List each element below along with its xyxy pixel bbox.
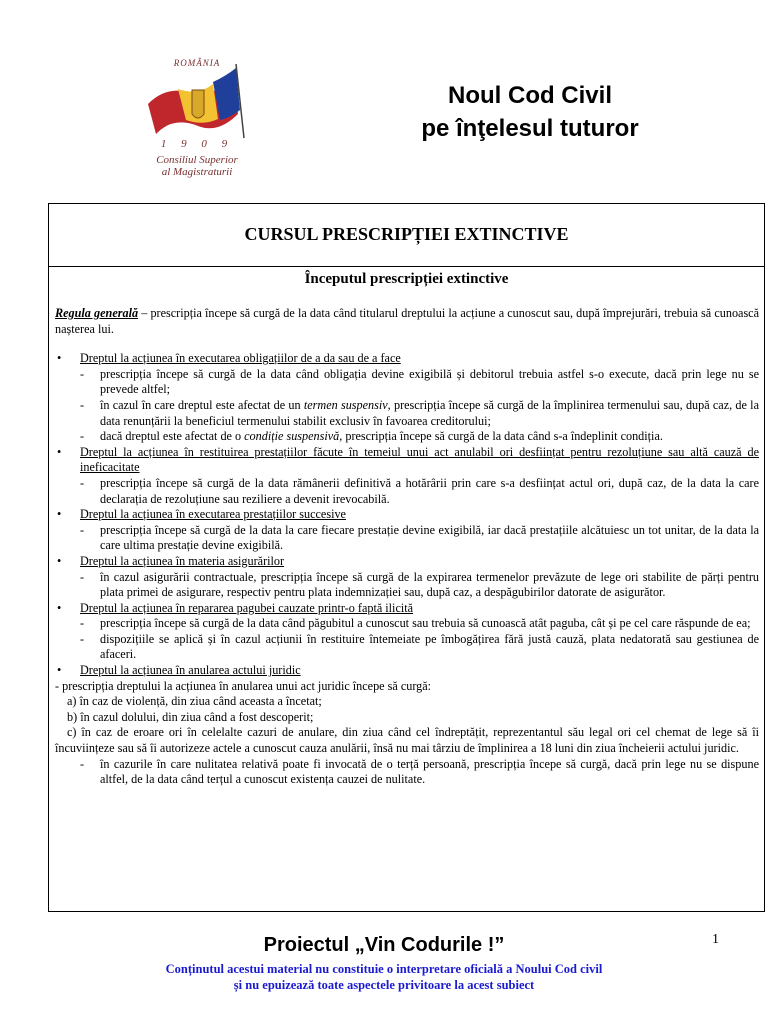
list-item xyxy=(55,351,759,367)
bullet-title: Dreptul la acțiunea în executarea prestațiilor succesive xyxy=(80,507,346,522)
list-item: - în cazul în care dreptul este afectat de un termen suspensiv, prescripția începe să curgă de la împlinirea termenului sau, după caz, de la data renunțării la beneficiul termenului stabilit exclusiv în favoarea creditorului; xyxy=(55,398,759,429)
bullet-title: Dreptul la acțiunea în executarea obligațiilor de a da sau de a face xyxy=(80,351,401,366)
csm-logo xyxy=(138,54,256,180)
course-heading: CURSUL PRESCRIPȚIEI EXTINCTIVE xyxy=(244,224,569,244)
section-subheading: Începutul prescripției extinctive xyxy=(304,271,509,287)
heading-divider xyxy=(49,266,764,267)
page-title-line2: pe înţelesul tuturor xyxy=(421,115,639,142)
bullet-title: Dreptul la acțiunea în repararea pagubei cauzate printr-o faptă ilicită xyxy=(80,600,414,615)
page-number: 1 xyxy=(712,932,719,947)
disclaimer-line1: Conținutul acestui material nu constituie o interpretare oficială a Noului Cod civil xyxy=(165,962,603,976)
list-item: - în cazurile în care nulitatea relativă poate fi invocată de o terță persoană, prescripția începe să curgă, dacă prin lege nu se dispune altfel, de la data când terțul a cunoscut existența cauzei de nulitate. xyxy=(55,757,759,788)
list-item: - în cazul asigurării contractuale, prescripția începe să curgă de la expirarea termenelor prevăzute de lege ori stabilite de părți pentru plata primei de asigurare, respectiv pentru plata indemnizației sau, după caz, a despăgubirilor datorate de asigurător. xyxy=(55,570,759,601)
list-item xyxy=(55,445,759,476)
list-item: - prescripția începe să curgă de la data rămânerii definitivă a hotărârii prin care s-a desființat actul ori, după caz, de la data la care declarația de rezoluțiune sau reziliere a devenit irevocabilă. xyxy=(55,476,759,507)
list-item xyxy=(55,663,759,679)
term-suspensiv: termen suspensiv xyxy=(303,397,388,412)
list-item: - prescripția dreptului la acțiunea în anularea unui act juridic începe să curgă: xyxy=(55,678,432,693)
logo-country-text: ROMÂNIA xyxy=(173,58,221,68)
list-item: - dacă dreptul este afectat de o condiție suspensivă, prescripția începe să curgă de la data când s-a îndeplinit condiția. xyxy=(55,429,759,445)
list-item: a) în caz de violență, din ziua când aceasta a încetat; xyxy=(67,694,322,709)
content-box xyxy=(48,203,765,912)
list-item: - prescripția începe să curgă de la data la care fiecare prestație devine exigibilă, iar dacă prestațiile alcătuiesc un tot unitar, de la data la care ultima prestație devine exigibilă. xyxy=(55,523,759,554)
bullet-title: Dreptul la acțiunea în anularea actului juridic xyxy=(80,663,301,678)
list-item: b) în cazul dolului, din ziua când a fost descoperit; xyxy=(67,709,314,724)
list-item: - dispozițiile se aplică și în cazul acțiunii în restituire întemeiate pe îmbogățirea fără justă cauză, plata nedatorată sau gestiunea de afaceri. xyxy=(55,632,759,663)
bullet-title: Dreptul la acțiunea în materia asigurărilor xyxy=(80,553,285,568)
list-item: c) în caz de eroare ori în celelalte cazuri de anulare, din ziua când cel îndreptățit, reprezentantul său legal ori cel chemat de lege să îi încuviințeze sau să îi autorizeze actele a cunoscut cauza anulării, însă nu mai târziu de împlinirea a 18 luni din ziua încheierii actului juridic. xyxy=(55,725,759,756)
content-body xyxy=(55,306,759,788)
page-title-line1: Noul Cod Civil xyxy=(448,82,612,109)
disclaimer-line2: și nu epuizează toate aspectele privitoare la acest subiect xyxy=(233,978,535,992)
conditie-suspensiva: condiție suspensivă xyxy=(244,429,340,444)
bullet-title: Dreptul la acțiunea în restituirea prestațiilor făcute în temeiul unui act anulabil ori desființat pentru rezoluțiune sau altă cauză de ineficacitate xyxy=(80,444,759,475)
general-rule-text: – prescripția începe să curgă de la data când titularul dreptului la acțiune a cunoscut sau, după împrejurări, trebuia să cunoască nașterea lui. xyxy=(55,306,760,336)
list-item xyxy=(55,554,759,570)
general-rule-paragraph xyxy=(55,306,759,337)
logo-year-text: 1 9 0 9 xyxy=(160,138,234,150)
logo-institution-line2: al Magistraturii xyxy=(161,166,233,178)
list-item: - prescripția începe să curgă de la data când obligația devine exigibilă și debitorul trebuia astfel s-o execute, dacă prin lege nu se prevede altfel; xyxy=(55,367,759,398)
logo-institution-line1: Consiliul Superior xyxy=(156,154,238,166)
list-item: - prescripția începe să curgă de la data când păgubitul a cunoscut sau trebuia să cunoască atât paguba, cât și pe cel care răspunde de ea; xyxy=(55,616,759,632)
general-rule-label: Regula generală xyxy=(55,306,139,320)
list-item xyxy=(55,507,759,523)
project-title: Proiectul „Vin Codurile !” xyxy=(263,934,505,956)
list-item xyxy=(55,601,759,617)
